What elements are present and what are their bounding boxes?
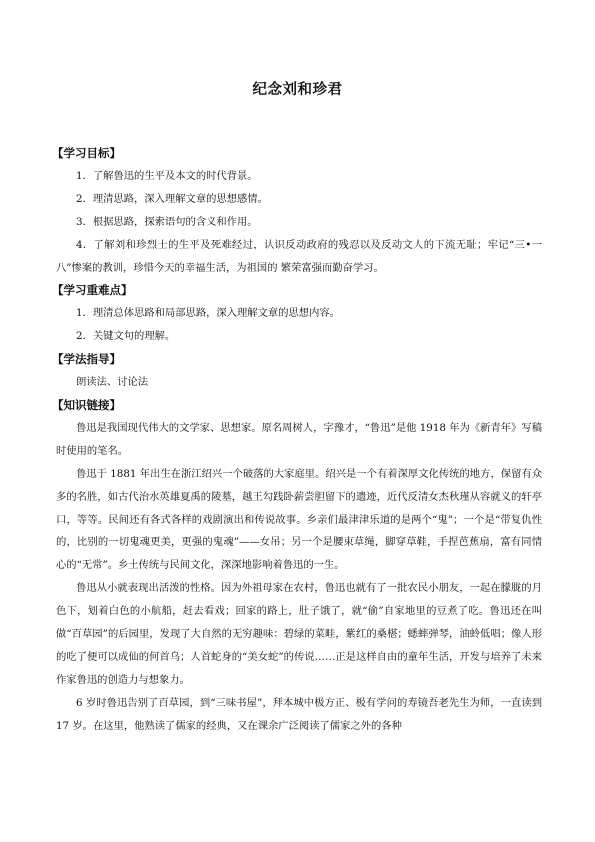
document-body bbox=[52, 142, 542, 738]
goal-item: 1．了解鲁迅的生平及本文的时代背景。 bbox=[76, 169, 258, 182]
section-heading-key-points: 【学习重难点】 bbox=[52, 283, 133, 298]
knowledge-paragraph: 6 岁时鲁迅告别了百草园，到“三味书屋”，拜本城中极方正、极有学问的寿镜吾老先生为师，一直读到 17 岁。在这里，他熟读了儒家的经典，又在课余广泛阅读了儒家之外的各种 bbox=[56, 696, 542, 732]
key-point-item: 2．关键文句的理解。 bbox=[76, 330, 176, 343]
section-heading-goals: 【学习目标】 bbox=[52, 146, 121, 160]
knowledge-paragraph: 鲁迅是我国现代伟大的文学家、思想家。原名周树人，字豫才，“鲁迅”是他 1918 年为《新青年》写稿时使用的笔名。 bbox=[56, 421, 542, 457]
page-title: 纪念刘和珍君 bbox=[252, 82, 343, 98]
knowledge-paragraph: 鲁迅于 1881 年出生在浙江绍兴一个破落的大家庭里。绍兴是一个有着深厚文化传统的地方，保留有众多的名胜，如古代治水英雄夏禹的陵墓，越王勾践卧薪尝胆留下的遗迹，近代反清女杰秋瑾从容就义的轩亭口，等等。民间还有各式各样的戏剧演出和传说故事。乡亲们最津津乐道的是两个“鬼”；一个是“带复仇性的，比别的一切鬼魂更美，更强的鬼魂”——女吊；另一个是腰束草绳，脚穿草鞋，手捏芭蕉扇，富有同情心的“无常”。乡土传统与民间文化，深深地影响着鲁迅的一生。 bbox=[56, 467, 542, 572]
goal-item: 4．了解刘和珍烈士的生平及死难经过，认识反动政府的残忍以及反动文人的下流无耻；牢记“三•一 八”惨案的教训，珍惜今天的幸福生活，为祖国的 繁荣富强而勤奋学习。 bbox=[56, 238, 542, 274]
goal-item: 2．理清思路，深入理解文章的思想感情。 bbox=[76, 192, 268, 205]
section-heading-method: 【学法指导】 bbox=[52, 352, 121, 367]
key-point-item: 1．理清总体思路和局部思路，深入理解文章的思想内容。 bbox=[76, 307, 340, 320]
goal-item: 3．根据思路，探索语句的含义和作用。 bbox=[76, 215, 258, 228]
section-heading-knowledge: 【知识链接】 bbox=[52, 397, 121, 412]
knowledge-paragraph: 鲁迅从小就表现出活泼的性格。因为外祖母家在农村，鲁迅也就有了一批农民小朋友，一起在朦胧的月色下，划着白色的小航船，赶去看戏；回家的路上，肚子饿了，就“偷”自家地里的豆煮了吃。鲁迅还在叫做“百草园”的后园里，发现了大自然的无穷趣味：碧绿的菜畦，紫红的桑椹；蟋蟀弹琴，油蛉低唱；像人形的吃了便可以成仙的何首乌；人首蛇身的“美女蛇”的传说……正是这样自由的童年生活，开发与培养了未来作家鲁迅的创造力与想象力。 bbox=[56, 582, 542, 686]
method-text: 朗读法、讨论法 bbox=[76, 376, 149, 389]
